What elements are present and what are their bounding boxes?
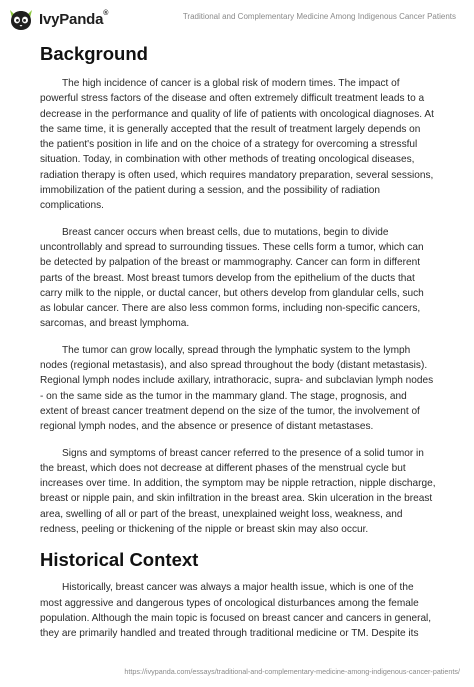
paragraph: Breast cancer occurs when breast cells, due to mutations, begin to divide uncontrollably and spread to surrounding tissues. These cells form a tumor, which can be detected by palpation of the breast or mammography. Cancer can form in different parts of the breast. Most breast tumors develop from the epithelium of the ducts that carry milk to the nipple, or ductal cancer, but others develop from glandular cells, such as lobular cancer. There are also less common forms, including non-specific cancers, sarcomas, and breast lymphoma.	[40, 226, 424, 330]
paragraph: The high incidence of cancer is a global risk of modern times. The impact of powerful stress factors of the disease and often extremely difficult treatment leads to a decrease in the performance and quality of life of patients with oncological diagnoses. At the same time, it is generally accepted that the result of treatment largely depends on the patient's position in life and on the choice of a strategy for overcoming a stressful situation. Today, in combination with other methods of treating oncological diseases, radiation therapy is often used, which requires mandatory preparation, several sessions, immobilization of the patient during a session, and the possibility of radiation complications.	[40, 78, 434, 212]
source-url-link[interactable]: https://ivypanda.com/essays/traditional-and-complementary-medicine-among-indigenous-cancer-patients/	[124, 667, 460, 676]
paragraph: Signs and symptoms of breast cancer referred to the presence of a solid tumor in the breast, which does not decrease at different phases of the menstrual cycle but increases over time. In addition, the symptom may be nipple retraction, nipple discharge, breast or nipple pain, and skin infiltration in the breast area. Skin ulceration in the breast area, swelling of all or part of the breast, unexplained weight loss, weakness, and redness, peeling or thickening of the nipple or breast skin may also occur.	[40, 447, 436, 536]
panda-logo-icon	[8, 7, 34, 31]
section-heading-background: Background	[40, 43, 148, 64]
section-heading-historical-context: Historical Context	[40, 549, 199, 571]
document-title: Traditional and Complementary Medicine Among Indigenous Cancer Patients	[182, 12, 456, 21]
essay-content	[40, 42, 436, 653]
paragraph: Historically, breast cancer was always a major health issue, which is one of the most aggressive and dangerous types of oncological disturbances among the female population. Although the main topic is focused on breast cancer and cancers in general, they are primarily handled and treated through traditional medicine or TM. Despite its	[40, 582, 432, 640]
brand-logo-link[interactable]	[8, 7, 108, 31]
page-header	[0, 0, 474, 34]
paragraph: The tumor can grow locally, spread through the lymphatic system to the lymph nodes (regional metastasis), and also spread throughout the body (distant metastasis). Regional lymph nodes include axillary, intrathoracic, supra- and subclavian lymph nodes - on the same side as the tumor in the mammary gland. The stage, prognosis, and extent of breast cancer treatment depend on the size of the tumor, the involvement of regional lymph nodes, and the absence or presence of distant metastases.	[40, 344, 434, 433]
brand-name: IvyPanda®	[39, 9, 109, 28]
